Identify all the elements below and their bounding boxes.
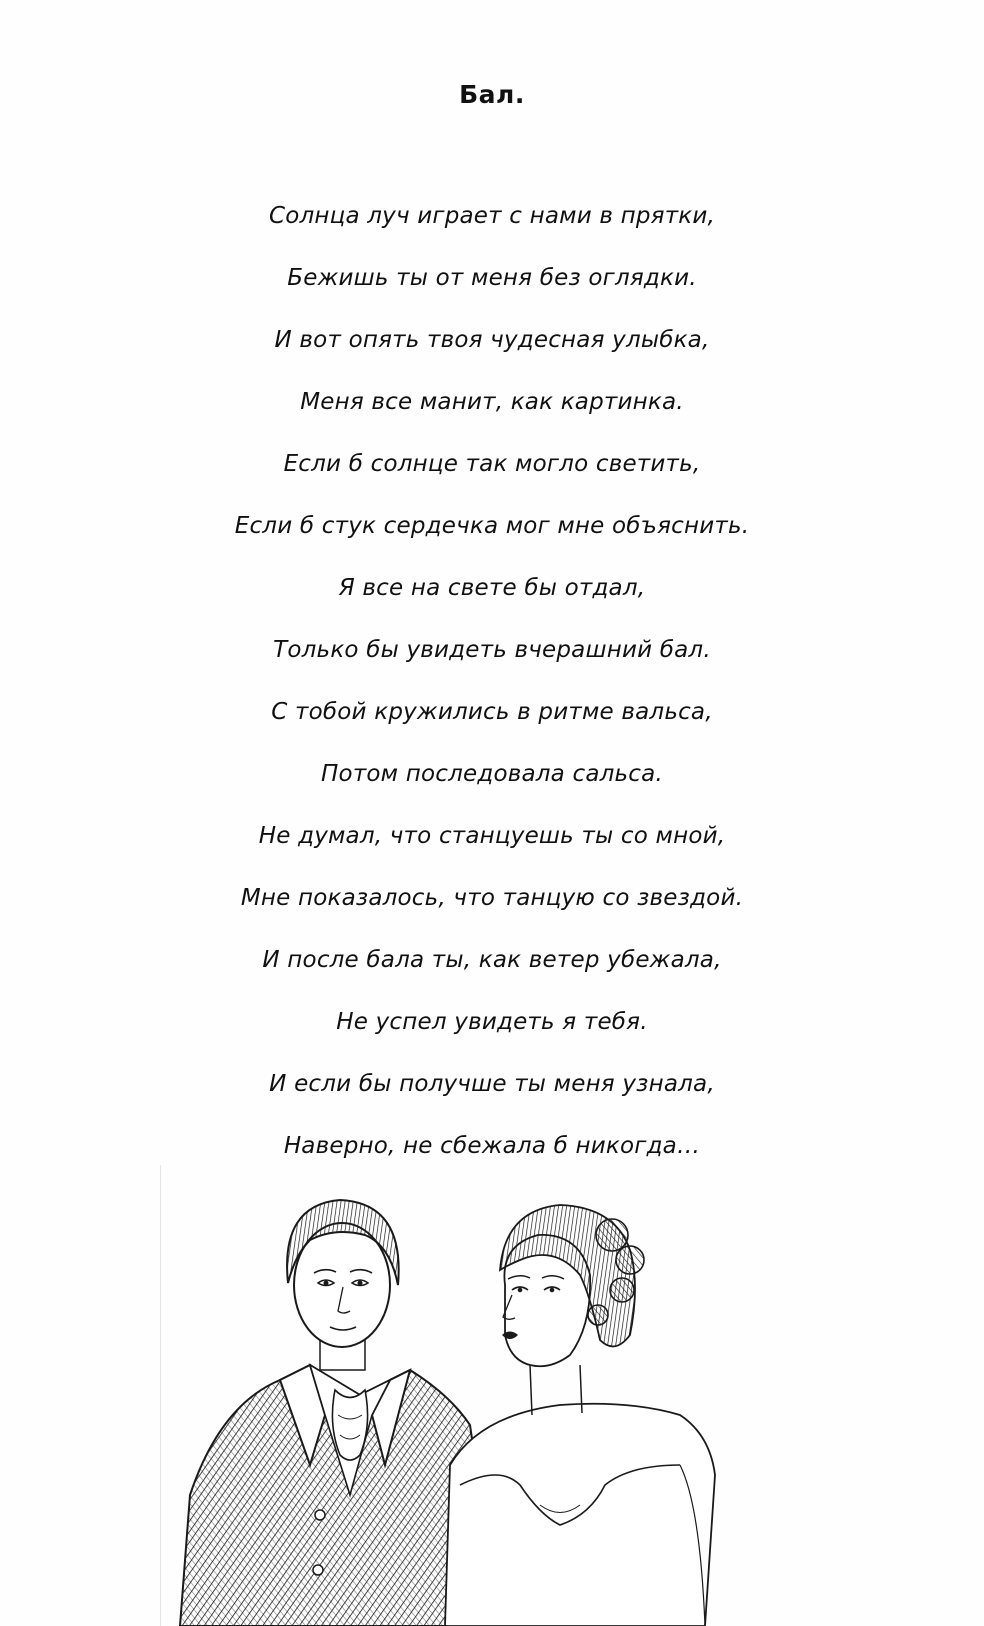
poem-line: Солнца луч играет с нами в прятки,	[268, 203, 716, 229]
poem-line: Я все на свете бы отдал,	[338, 575, 646, 601]
poem-line: И вот опять твоя чудесная улыбка,	[274, 327, 710, 353]
poem-line: И если бы получше ты меня узнала,	[269, 1071, 715, 1097]
poem-line: Меня все манит, как картинка.	[300, 389, 684, 415]
poem-line: Бежишь ты от меня без оглядки.	[287, 265, 697, 291]
man-figure	[180, 1200, 485, 1626]
couple-illustration	[160, 1165, 760, 1626]
woman-figure	[445, 1205, 715, 1626]
poem-line: Наверно, не сбежала б никогда…	[283, 1133, 701, 1159]
poem-text	[0, 196, 984, 1188]
poem-line: И после бала ты, как ветер убежала,	[262, 947, 722, 973]
poem-line: Не успел увидеть я тебя.	[336, 1009, 648, 1035]
poem-line: Не думал, что станцуешь ты со мной,	[258, 823, 726, 849]
poem-line: Мне показалось, что танцую со звездой.	[240, 885, 744, 911]
poem-line: С тобой кружились в ритме вальса,	[271, 699, 713, 725]
poem-line: Только бы увидеть вчерашний бал.	[273, 637, 711, 663]
sketch-drawing	[160, 1165, 760, 1626]
poem-line: Если б солнце так могло светить,	[283, 451, 701, 477]
poem-line: Потом последовала сальса.	[321, 761, 663, 787]
poem-line: Если б стук сердечка мог мне объяснить.	[234, 513, 750, 539]
poem-title: Бал.	[459, 80, 525, 109]
